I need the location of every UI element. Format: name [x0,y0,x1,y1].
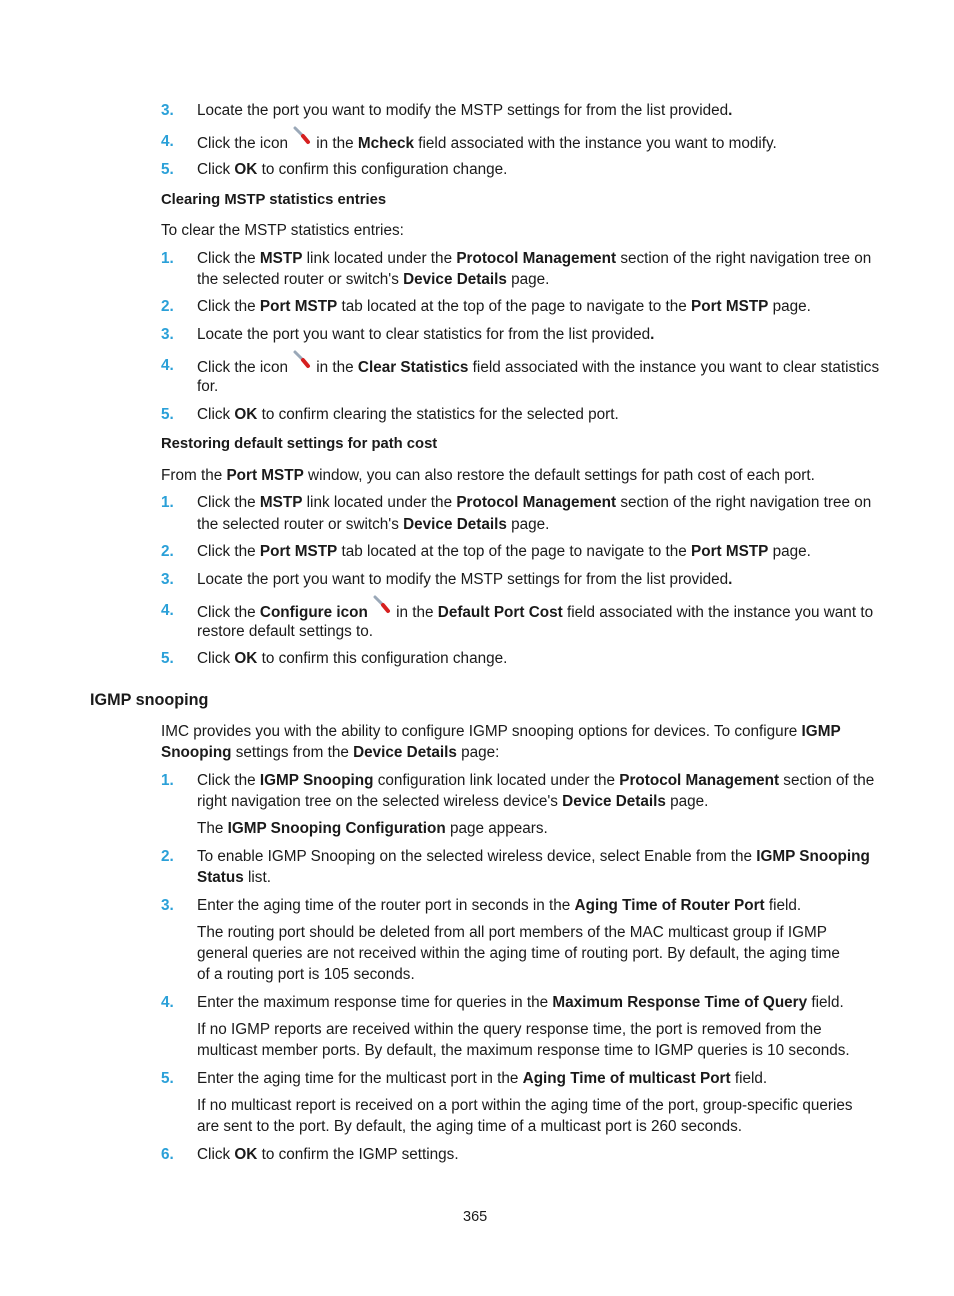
step-number: 5. [161,650,174,667]
intro-text: IMC provides you with the ability to configure IGMP snooping options for devices. To configure IGMP [161,723,841,740]
step-number: 2. [161,848,174,865]
step-number: 4. [161,602,174,619]
section-heading: Clearing MSTP statistics entries [161,192,387,208]
step-text: Click the Configure icon in the Default Port Cost field associated with the instance you want to [197,600,873,623]
step-number: 3. [161,326,174,343]
step-number: 5. [161,1070,174,1087]
step-number: 3. [161,102,174,119]
step-number: 4. [161,133,174,150]
step-note: The IGMP Snooping Configuration page appears. [197,820,548,837]
step-text: Enter the aging time of the router port in seconds in the Aging Time of Router Port field. [197,897,802,914]
step-text: Click OK to confirm clearing the statistics for the selected port. [197,406,619,423]
configure-icon[interactable] [291,355,309,375]
step-text: Click the Port MSTP tab located at the top of the page to navigate to the Port MSTP page. [197,543,811,560]
page-number: 365 [463,1209,488,1225]
step-number: 1. [161,494,174,511]
step-text: Click the Port MSTP tab located at the top of the page to navigate to the Port MSTP page. [197,298,811,315]
step-text: for. [197,378,219,395]
step-text: Enter the aging time for the multicast port in the Aging Time of multicast Port field. [197,1070,768,1087]
intro-text: Snooping settings from the Device Details page: [161,744,500,761]
step-number: 5. [161,161,174,178]
step-note: If no multicast report is received on a port within the aging time of the port, group-specific queries [197,1097,853,1114]
step-text: Click the MSTP link located under the Protocol Management section of the right navigation tree on [197,494,872,511]
step-text: Click the icon in the Clear Statistics field associated with the instance you want to clear statistics [197,355,879,378]
step-number: 4. [161,994,174,1011]
intro-text: To clear the MSTP statistics entries: [161,222,404,239]
step-text: Click the IGMP Snooping configuration link located under the Protocol Management section of the [197,772,875,789]
step-text: restore default settings to. [197,623,374,640]
step-note: are sent to the port. By default, the aging time of a multicast port is 260 seconds. [197,1118,743,1135]
step-text: Locate the port you want to modify the MSTP settings for from the list provided. [197,102,733,119]
step-note: The routing port should be deleted from all port members of the MAC multicast group if IGMP [197,924,828,941]
step-number: 3. [161,897,174,914]
step-text: Enter the maximum response time for queries in the Maximum Response Time of Query field. [197,994,844,1011]
step-number: 2. [161,543,174,560]
step-text: Click the icon in the Mcheck field associated with the instance you want to modify. [197,131,777,154]
step-number: 1. [161,250,174,267]
step-text: Click OK to confirm the IGMP settings. [197,1146,459,1163]
step-number: 5. [161,406,174,423]
step-text: the selected router or switch's Device Details page. [197,271,550,288]
step-number: 6. [161,1146,174,1163]
section-title: IGMP snooping [90,691,209,709]
configure-icon[interactable] [291,131,309,151]
step-note: multicast member ports. By default, the maximum response time to IGMP queries is 10 seconds. [197,1042,850,1059]
step-number: 2. [161,298,174,315]
intro-text: From the Port MSTP window, you can also restore the default settings for path cost of each port. [161,467,815,484]
step-text: Locate the port you want to modify the MSTP settings for from the list provided. [197,571,733,588]
step-text: Locate the port you want to clear statistics for from the list provided. [197,326,655,343]
step-number: 3. [161,571,174,588]
step-text: Click OK to confirm this configuration change. [197,161,508,178]
step-number: 1. [161,772,174,789]
step-text: Click the MSTP link located under the Protocol Management section of the right navigation tree on [197,250,872,267]
step-text: Click OK to confirm this configuration change. [197,650,508,667]
step-note: general queries are not received within the aging time of routing port. By default, the aging time [197,945,840,962]
step-text: the selected router or switch's Device Details page. [197,516,550,533]
step-text: right navigation tree on the selected wireless device's Device Details page. [197,793,709,810]
step-number: 4. [161,357,174,374]
step-text: Status list. [197,869,271,886]
configure-icon[interactable] [371,600,389,620]
step-text: To enable IGMP Snooping on the selected wireless device, select Enable from the IGMP Snooping [197,848,870,865]
step-note: If no IGMP reports are received within the query response time, the port is removed from the [197,1021,822,1038]
step-note: of a routing port is 105 seconds. [197,966,415,983]
section-heading: Restoring default settings for path cost [161,436,438,452]
